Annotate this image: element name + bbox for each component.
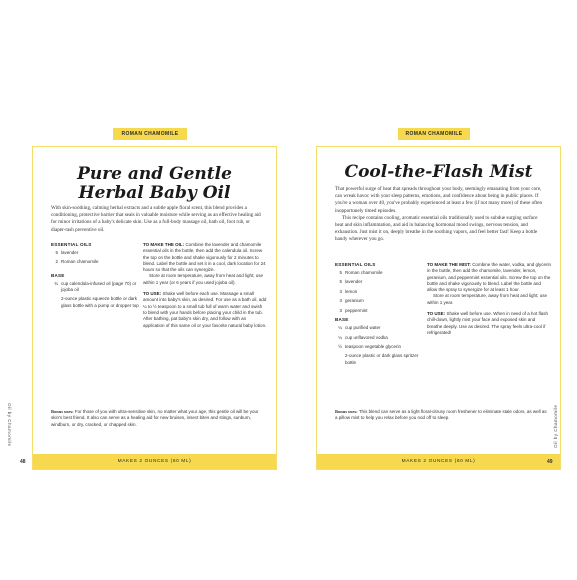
use-step: TO USE: Shake well before use. When in need of a hot flash chill-down, lightly mist your face and exposed skin and breathe deeply. Use as desired. The spray feels ultra-cool if refrigerated! (427, 311, 549, 335)
left-intro: With skin-soothing, calming herbal extracts and a subtle apple floral scent, this blend provides a conditioning, protective barrier that seals in valuable moisture while serving as an effective healing aid for minor irritations of a baby's delicate skin. Use as a full-body massage oil, bath oil, foot rub, or diaper-rash preventive oil. (51, 205, 261, 233)
right-recipe-page (316, 146, 561, 470)
base-label: BASE (51, 272, 65, 278)
left-yield-bar: MAKES 2 OUNCES (60 ML) (33, 454, 276, 469)
left-recipe-title: Pure and Gentle Herbal Baby Oil (77, 164, 232, 203)
right-ingredients (335, 262, 423, 369)
ingredient-item: 3 lemon (339, 288, 358, 294)
ingredient-item: 5 lavender (55, 249, 79, 255)
ingredient-item: 5 lavender (339, 279, 363, 285)
ingredient-item: 2-ounce plastic squeeze bottle or dark glass bottle with a pump or dropper top (61, 296, 139, 308)
left-recipe-page (32, 146, 277, 470)
right-bonus-uses: Bonus uses: This blend can serve as a light floral-citrusy room freshener to eliminate stale odors, as well as a pillow mist to help you relax before you nod off to sleep. (335, 409, 547, 421)
left-running-head: Oil by Chamomile (7, 403, 12, 447)
ingredient-item: ½ teaspoon vegetable glycerin (338, 343, 402, 349)
ingredient-item: ¼ cup unflavored vodka (338, 334, 388, 340)
ingredient-item: 2 Roman chamomile (55, 259, 99, 265)
left-page-number: 48 (20, 459, 26, 465)
essential-oils-label: ESSENTIAL OILS (51, 242, 92, 247)
right-running-head: Oil by Chamomile (553, 404, 558, 448)
left-ingredients (51, 242, 139, 312)
make-step: TO MAKE THE MIST: Combine the water, vodka, and glycerin in the bottle, then add the chamomile, lavender, lemon, geranium, and peppermint essential oils. Screw the top on the bottle and shake vigorously to blend. Label the bottle and allow the spray to synergize for at least 1 hour. Store at room temperature, away from heat and light; use within 1 year. (427, 262, 551, 305)
right-recipe-title: Cool-the-Flash Mist (344, 162, 533, 182)
ingredient-item: 5 Roman chamomile (339, 269, 383, 275)
use-step: TO USE: Shake well before each use. Massage a small amount into baby's skin, as desired. For use as a bath oil, add ¼ to ½ teaspoon to a small tub full of warm water and swish to blend with your hands before placing your child in the tub. After bathing, pat baby's skin dry, and follow with an application of this same oil or your favorite natural baby lotion. (143, 291, 267, 328)
right-yield-bar: MAKES 2 OUNCES (60 ML) (317, 454, 560, 469)
ingredient-item: 3 peppermint (339, 307, 368, 313)
ingredient-item: ¼ cup purified water (338, 325, 381, 331)
right-page-number: 49 (547, 459, 553, 465)
right-directions (427, 262, 551, 341)
right-section-tag: ROMAN CHAMOMILE (398, 128, 470, 140)
left-directions (143, 242, 267, 334)
ingredient-item: 2-ounce plastic or dark glass spritzer bottle (345, 353, 419, 365)
make-step: TO MAKE THE OIL: Combine the lavender and chamomile essential oils in the bottle, then add the calendula oil. Screw the top on the bottle and shake vigorously for 2 minutes to blend. Label the bottle and set it in a cool, dark location for 24 hours so that the oils can synergize. Store at room temperature, away from heat and light; use within 1 year (or 6 years if you used jojoba oil). (143, 242, 266, 285)
right-intro: That powerful surge of heat that spreads throughout your body, seemingly emanating from your core, can wreak havoc with your sleep patterns, emotions, and confidence about being in public places. If you're a woman over 40, you've probably experienced at least a few (if not many more) of these often inopportunely timed episodes. This recipe contains cooling, aromatic essential oils traditionally used to subdue surging surface heat and skin inflammation, and aid in balancing hormonal mood swings, nervous tension, and exhaustion. Just mist it on, deeply breathe in the soothing vapors, and feel better fast! Keep a bottle handy wherever you go. (335, 186, 543, 243)
left-section-tag: ROMAN CHAMOMILE (113, 128, 187, 140)
essential-oils-label: ESSENTIAL OILS (335, 262, 376, 267)
left-bonus-uses: Bonus uses: For those of you with ultra-sensitive skin, no matter what your age, this gentle oil will be your skin's best friend. It also can serve as a healing aid for new bruises, insect bites and stings, sunburn, windburn, or dry, cracked, or chapped skin. (51, 409, 259, 427)
base-label: BASE (335, 317, 349, 323)
ingredient-item: ¾ cup calendula-infused oil (page 70) or jojoba oil (54, 280, 137, 292)
ingredient-item: 3 geranium (339, 298, 364, 304)
